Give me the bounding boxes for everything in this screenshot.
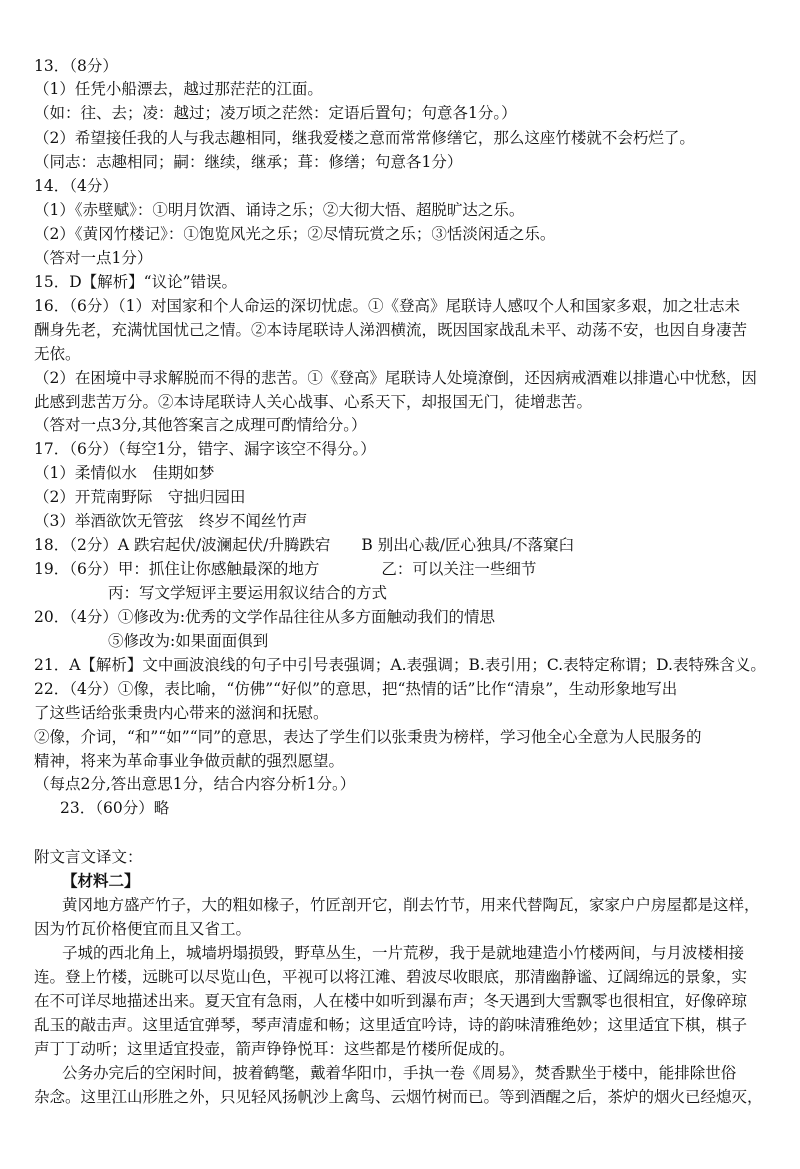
translation-p2-line-5: 声丁丁动听；这里适宜投壶，箭声铮铮悦耳：这些都是竹楼所促成的。 — [34, 1040, 515, 1058]
q16-line-5: 此感到悲苦万分。②本诗尾联诗人关心战事、心系天下，却报国无门，徒增悲苦。 — [34, 393, 593, 411]
q14-heading: 14．（4分） — [34, 177, 118, 195]
q20-answer-5: ⑤修改为:如果面面俱到 — [108, 632, 269, 650]
q17-answer-2: （2）开荒南野际 守拙归园田 — [34, 488, 246, 506]
q13-answer-2: （2）希望接任我的人与我志趣相同，继我爱楼之意而常常修缮它，那么这座竹楼就不会朽烂了。 — [34, 129, 695, 147]
q16-note: （答对一点3分,其他答案言之成理可酌情给分。） — [34, 416, 367, 434]
q22-note: （每点2分,答出意思1分，结合内容分析1分。） — [34, 775, 356, 793]
translation-p2-line-4: 乱玉的敲击声。这里适宜弹琴，琴声清虚和畅；这里适宜吟诗，诗的韵味清雅绝妙；这里适宜下棋，棋子 — [34, 1016, 748, 1034]
q18-answer: 18．（2分）A 跌宕起伏/波澜起伏/升腾跌宕 B 别出心裁/匠心独具/不落窠臼 — [34, 536, 575, 554]
q21-answer: 21．A【解析】文中画波浪线的句子中引号表强调；A.表强调；B.表引用；C.表特定称谓；D.表特殊含义。 — [34, 656, 766, 674]
q19-answer-c: 丙：写文学短评主要运用叙议结合的方式 — [108, 584, 388, 602]
translation-p1-line-1: 黄冈地方盛产竹子，大的粗如椽子，竹匠剖开它，削去竹节，用来代替陶瓦，家家户户房屋都是这样， — [62, 896, 760, 914]
material-two-heading: 【材料二】 — [62, 871, 140, 890]
q14-note: （答对一点1分） — [34, 249, 153, 267]
q22-line-3: ②像，介词，“和”“如”“同”的意思，表达了学生们以张秉贵为榜样，学习他全心全意为人民服务的 — [34, 728, 702, 746]
q14-answer-1: （1）《赤壁赋》：①明月饮酒、诵诗之乐；②大彻大悟、超脱旷达之乐。 — [34, 201, 525, 219]
q20-answer-1: 20．（4分）①修改为:优秀的文学作品往往从多方面触动我们的情思 — [34, 608, 496, 626]
q16-line-3: 无依。 — [34, 345, 81, 363]
translation-p2-line-3: 在不可详尽地描述出来。夏天宜有急雨，人在楼中如听到瀑布声；冬天遇到大雪飘零也很相宜，好像碎琼 — [34, 992, 748, 1010]
q17-answer-3: （3）举酒欲饮无管弦 终岁不闻丝竹声 — [34, 512, 308, 530]
q16-line-1: 16．（6分）（1）对国家和个人命运的深切忧虑。①《登高》尾联诗人感叹个人和国家多艰，加之壮志未 — [34, 297, 740, 315]
translation-heading: 附文言文译文： — [34, 848, 143, 866]
q14-answer-2: （2）《黄冈竹楼记》：①饱览风光之乐；②尽情玩赏之乐；③恬淡闲适之乐。 — [34, 225, 556, 243]
translation-p3-line-1: 公务办完后的空闲时间，披着鹤氅，戴着华阳巾，手执一卷《周易》，焚香默坐于楼中，能排除世俗 — [62, 1064, 737, 1082]
q13-heading: 13．（8分） — [34, 57, 118, 75]
translation-p2-line-2: 连。登上竹楼，远眺可以尽览山色，平视可以将江滩、碧波尽收眼底，那清幽静谧、辽阔绵远的景象，实 — [34, 968, 748, 986]
q13-note-1: （如：往、去；凌：越过；凌万顷之茫然：定语后置句；句意各1分。） — [34, 104, 517, 122]
q16-line-4: （2）在困境中寻求解脱而不得的悲苦。①《登高》尾联诗人处境潦倒，还因病戒酒难以排遣心中忧愁，因 — [34, 369, 757, 387]
q22-line-2: 了这些话给张秉贵内心带来的滋润和抚慰。 — [34, 704, 329, 722]
q13-note-2: （同志：志趣相同；嗣：继续，继承；葺：修缮；句意各1分） — [34, 153, 463, 171]
q16-line-2: 酬身先老，充满忧国忧己之情。②本诗尾联诗人涕泗横流，既因国家战乱未平、动荡不安，也因自身凄苦 — [34, 321, 748, 339]
translation-p1-line-2: 因为竹瓦价格便宜而且又省工。 — [34, 920, 252, 938]
q15-answer: 15．D【解析】“议论”错误。 — [34, 273, 237, 291]
q19-answer-a: 19．（6分）甲：抓住让你感触最深的地方 乙：可以关注一些细节 — [34, 560, 537, 578]
q22-line-4: 精神，将来为革命事业争做贡献的强烈愿望。 — [34, 752, 345, 770]
q17-answer-1: （1）柔情似水 佳期如梦 — [34, 464, 215, 482]
translation-p3-line-2: 杂念。这里江山形胜之外，只见轻风扬帆沙上禽鸟、云烟竹树而已。等到酒醒之后，茶炉的烟火已经熄灭， — [34, 1088, 763, 1106]
q17-heading: 17．（6分）（每空1分，错字、漏字该空不得分。） — [34, 440, 376, 458]
q13-answer-1: （1）任凭小船漂去，越过那茫茫的江面。 — [34, 80, 323, 98]
q22-line-1: 22．（4分）①像，表比喻，“仿佛”“好似”的意思，把“热情的话”比作“清泉”，生动形象地写出 — [34, 680, 678, 698]
q23-answer: 23．（60分）略 — [60, 799, 170, 817]
translation-p2-line-1: 子城的西北角上，城墙坍塌损毁，野草丛生，一片荒秽，我于是就地建造小竹楼两间，与月波楼相接 — [62, 944, 745, 962]
